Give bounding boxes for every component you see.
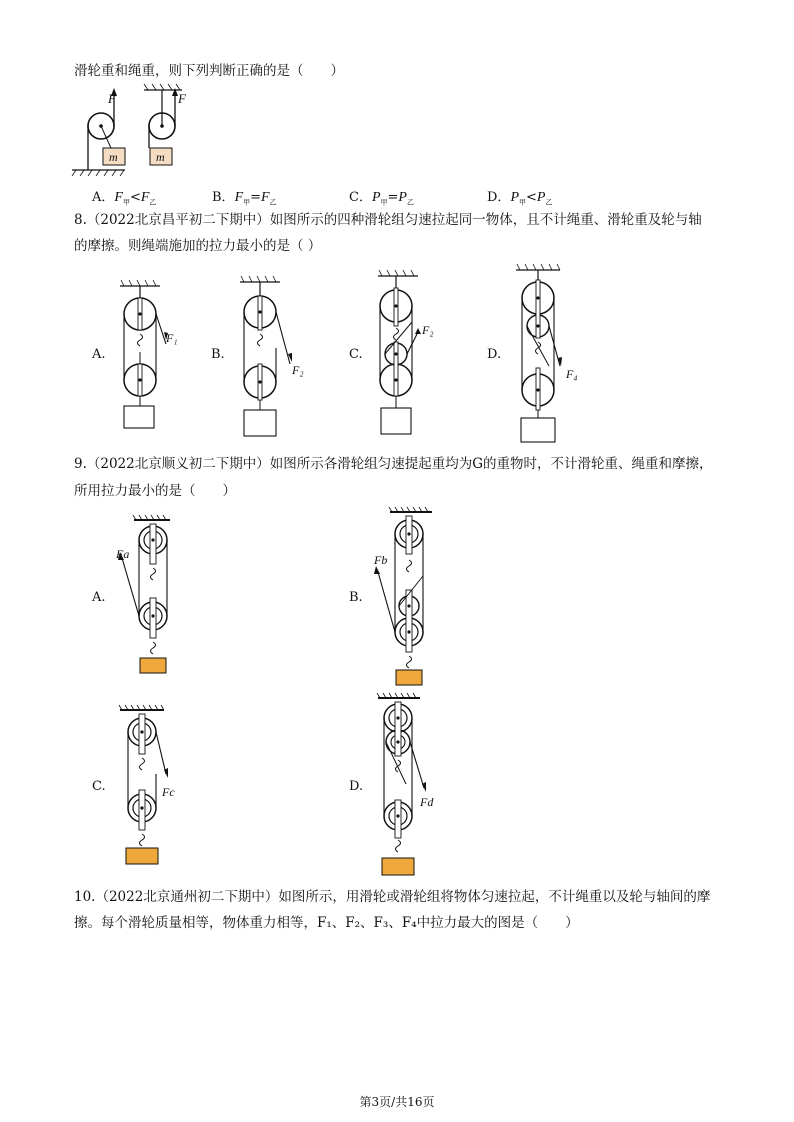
q8-figure-d <box>508 266 598 446</box>
q10-question-line1: 10.（2022北京通州初二下期中）如图所示，用滑轮或滑轮组将物体匀速拉起，不计绳重以及轮与轴间的摩 <box>74 889 711 905</box>
q9-question-line1: 9.（2022北京顺义初二下期中）如图所示各滑轮组匀速提起重均为G的重物时，不计滑轮重、绳重和摩擦， <box>74 456 713 472</box>
q9-option-d-label[interactable]: D. <box>349 779 364 794</box>
q9-figure-c <box>112 704 192 868</box>
page-footer: 第3页/共16页 <box>359 1095 435 1109</box>
q8-force-b: F₂ <box>292 363 304 377</box>
q8-force-d: F₄ <box>566 367 578 381</box>
q8-option-d-label[interactable]: D. <box>487 347 502 362</box>
q7-option-c[interactable]: C．$P_甲=P_乙$ <box>349 190 414 207</box>
q7-option-d[interactable]: D．$P_甲<P_乙$ <box>487 190 553 207</box>
q8-force-a: F₁ <box>166 331 178 345</box>
q8-question-line1: 8.（2022北京昌平初二下期中）如图所示的四种滑轮组匀速拉起同一物体，且不计绳重、滑轮重及轮与轴 <box>74 212 702 228</box>
q7-question-tail: 滑轮重和绳重，则下列判断正确的是（ ） <box>74 63 344 79</box>
q9-figure-a <box>108 516 188 676</box>
q7-mass-label-right: m <box>156 150 165 164</box>
q9-force-a: Fa <box>116 547 130 561</box>
q9-force-d: Fd <box>420 795 434 809</box>
q8-figure-c <box>372 272 452 437</box>
q7-force-right: F <box>178 91 186 106</box>
q7-figure <box>70 86 200 186</box>
q9-option-a-label[interactable]: A. <box>92 590 106 605</box>
q7-option-a[interactable]: A．$F_甲<F_乙$ <box>92 190 157 207</box>
q7-option-b[interactable]: B．$F_甲=F_乙$ <box>212 190 277 207</box>
q8-force-c: F₂ <box>422 323 434 337</box>
q8-figure-a <box>116 282 186 432</box>
q9-figure-b <box>368 506 448 686</box>
q9-force-c: Fc <box>162 785 175 799</box>
q8-option-b-label[interactable]: B. <box>211 347 225 362</box>
q10-question-line2: 擦。每个滑轮质量相等，物体重力相等，F₁、F₂、F₃、F₄中拉力最大的图是（ ） <box>74 915 579 931</box>
q7-mass-label-left: m <box>109 150 118 164</box>
q8-figure-b <box>236 278 316 443</box>
q9-question-line2: 所用拉力最小的是（ ） <box>74 483 236 499</box>
q9-option-c-label[interactable]: C. <box>92 779 106 794</box>
q9-option-b-label[interactable]: B. <box>349 590 363 605</box>
q8-question-line2: 的摩擦。则绳端施加的拉力最小的是（ ） <box>74 238 322 254</box>
q8-option-c-label[interactable]: C. <box>349 347 363 362</box>
q8-option-a-label[interactable]: A. <box>92 347 106 362</box>
q9-force-b: Fb <box>374 553 388 567</box>
q9-figure-d <box>370 692 450 882</box>
q7-force-left: F <box>108 91 116 106</box>
